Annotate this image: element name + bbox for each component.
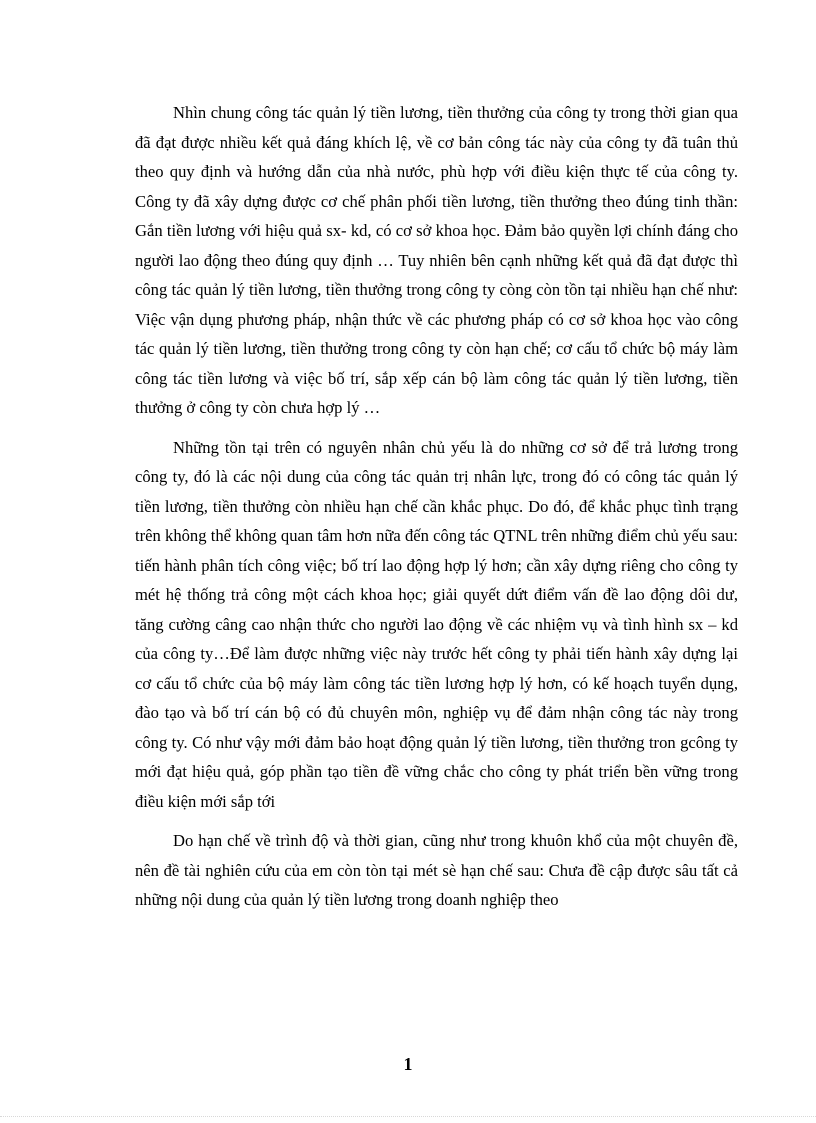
page-bottom-border <box>0 1116 816 1117</box>
paragraph-limitations: Do hạn chế về trình độ và thời gian, cũng như trong khuôn khổ của một chuyên đề, nên đề tài nghiên cứu của em còn tòn tại mét sè hạn chế sau: Chưa đề cập được sâu tất cả những nội dung của quản lý tiền lương trong doanh nghiệp theo <box>135 831 738 909</box>
page-number: 1 <box>403 1054 413 1074</box>
paragraph-causes: Những tồn tại trên có nguyên nhân chủ yếu là do những cơ sở để trả lương trong công ty, đó là các nội dung của công tác quản trị nhân lực, trong đó có công tác quản lý tiền lương, tiền thưởng còn nhiều hạn chế cần khắc phục. Do đó, để khắc phục tình trạng trên không thể không quan tâm hơn nữa đến công tác QTNL trên những điểm chủ yếu sau: tiến hành phân tích công việc; bố trí lao động hợp lý hơn; cần xây dựng riêng cho công ty mét hệ thống trả công một cách khoa học; giải quyết dứt điểm vấn đề lao động dôi dư, tăng cường câng cao nhận thức cho người lao động về các nhiệm vụ và tình hình sx – kd của công ty…Để làm được những việc này trước hết công ty phải tiến hành xây dựng lại cơ cấu tổ chức của bộ máy làm công tác tiền lương hợp lý hơn, có kế hoạch tuyển dụng, đào tạo và bố trí cán bộ có đủ chuyên môn, nghiệp vụ để đảm nhận công tác này trong công ty. Có như vậy mới đảm bảo hoạt động quản lý tiền lương, tiền thưởng tron gcông ty mới đạt hiệu quả, góp phần tạo tiền đề vững chắc cho công ty phát triển bền vững trong điều kiện mới sắp tới <box>135 437 738 811</box>
document-body <box>135 98 738 925</box>
paragraph-summary: Nhìn chung công tác quản lý tiền lương, tiền thưởng của công ty trong thời gian qua đã đạt được nhiều kết quả đáng khích lệ, về cơ bản công tác này của công ty đã tuân thủ theo quy định và hướng dẫn của nhà nước, phù hợp với điều kiện thực tế của công ty. Công ty đã xây dựng được cơ chế phân phối tiền lương, tiền thưởng theo đúng tinh thần: Gắn tiền lương với hiệu quả sx- kd, có cơ sở khoa học. Đảm bảo quyền lợi chính đáng cho người lao động theo đúng quy định … Tuy nhiên bên cạnh những kết quả đã đạt được thì công tác quản lý tiền lương, tiền thưởng trong công ty còng còn tồn tại nhiều hạn chế như: Việc vận dụng phương pháp, nhận thức về các phương pháp có cơ sở khoa học vào công tác quản lý tiền lương, tiền thưởng trong công ty còn hạn chế; cơ cấu tổ chức bộ máy làm công tác tiền lương và việc bố trí, sắp xếp cán bộ làm công tác quản lý tiền lương, tiền thưởng ở công ty còn chưa hợp lý … <box>135 103 738 417</box>
